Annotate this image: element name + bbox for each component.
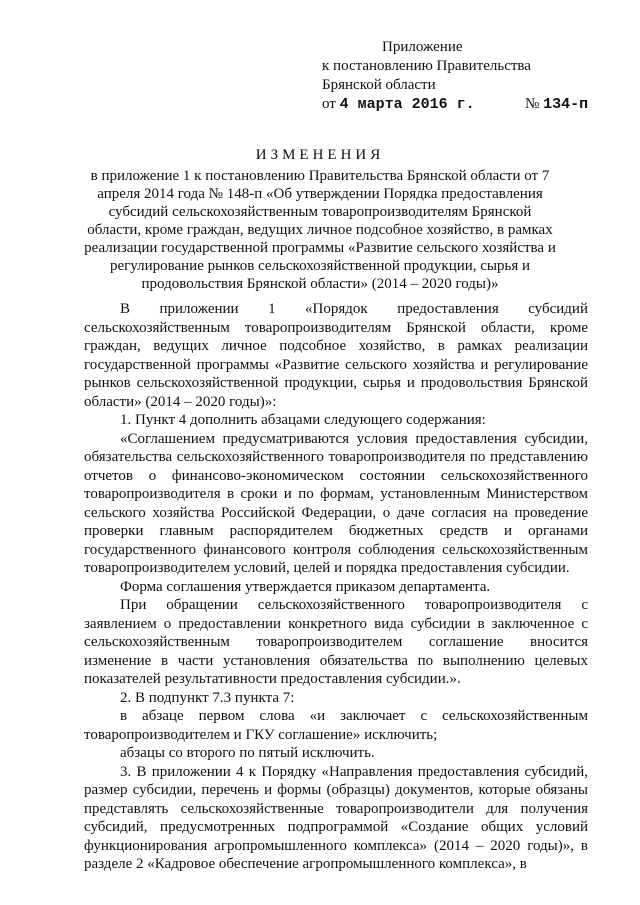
appendix-decree-ref: к постановлению Правительства	[322, 58, 531, 74]
paragraph: 3. В приложении 4 к Порядку «Направления предоставления субсидий, размер субсидии, перечень и формы (образцы) документов, которые обязаны представлять сельскохозяйственные товаропроизводители для получения субсидий, предусмотренных подпрограммой «Создание общих условий функционирования агропромышленного комплекса» (2014 – 2020 годы)», в разделе 2 «Кадровое обеспечение агропромышленного комплекса», в	[84, 763, 588, 872]
document-title: ИЗМЕНЕНИЯ	[255, 147, 385, 163]
appendix-region: Брянской области	[322, 77, 436, 93]
paragraph: «Соглашением предусматриваются условия предоставления субсидии, обязательства сельскохозяйственного товаропроизводителя по представлению отчетов о финансово-экономическом состоянии сельскохозяйственного товаропроизводителя в сроки и по формам, установленным Министерством сельского хозяйства Российской Федерации, о даче согласия на проведение проверки главным распорядителем бюджетных средств и органами государственного финансового контроля соблюдения сельскохозяйственным товаропроизводителем условий, целей и порядка предоставления субсидии.	[84, 430, 588, 576]
appendix-label: Приложение	[382, 39, 463, 55]
appendix-date-line	[322, 95, 592, 114]
paragraph: При обращении сельскохозяйственного товаропроизводителя с заявлением о предоставлении конкретного вида субсидии в заключенное с сельскохозяйственным товаропроизводителем соглашение вносится изменение в части установления обязательства по выполнению целевых показателей результативности предоставления субсидии.».	[84, 597, 588, 687]
paragraph: абзацы со второго по пятый исключить.	[120, 745, 375, 761]
document-body	[84, 300, 588, 874]
decree-number-group	[525, 95, 588, 114]
paragraph: 1. Пункт 4 дополнить абзацами следующего содержания:	[120, 412, 486, 428]
decree-date: 4 марта 2016 г.	[339, 96, 475, 113]
paragraph: 2. В подпункт 7.3 пункта 7:	[120, 689, 295, 706]
decree-number: 134-п	[543, 96, 589, 113]
date-prefix: от	[322, 96, 336, 112]
document-subtitle: в приложение 1 к постановлению Правительства Брянской области от 7 апреля 2014 года № 148-п «Об утверждении Порядка предоставления субсидий сельскохозяйственным товаропроизводителям Брянской области, кроме граждан, ведущих личное подсобное хозяйство, в рамках реализации государственной программы «Развитие сельского хозяйства и регулирование рынков сельскохозяйственной продукции, сырья и продовольствия Брянской области» (2014 – 2020 годы)»	[84, 168, 556, 292]
paragraph: В приложении 1 «Порядок предоставления субсидий сельскохозяйственным товаропроизводителям Брянской области, кроме граждан, ведущих личное подсобное хозяйство, в рамках реализации государственной программы «Развитие сельского хозяйства и регулирование рынков сельскохозяйственной продукции, сырья и продовольствия Брянской области» (2014 – 2020 годы)»:	[84, 301, 588, 410]
appendix-block	[322, 38, 592, 114]
number-prefix: №	[525, 96, 540, 112]
paragraph: Форма соглашения утверждается приказом департамента.	[120, 578, 491, 595]
paragraph: в абзаце первом слова «и заключает с сельскохозяйственным товаропроизводителем и ГКУ соглашение» исключить;	[84, 708, 588, 743]
